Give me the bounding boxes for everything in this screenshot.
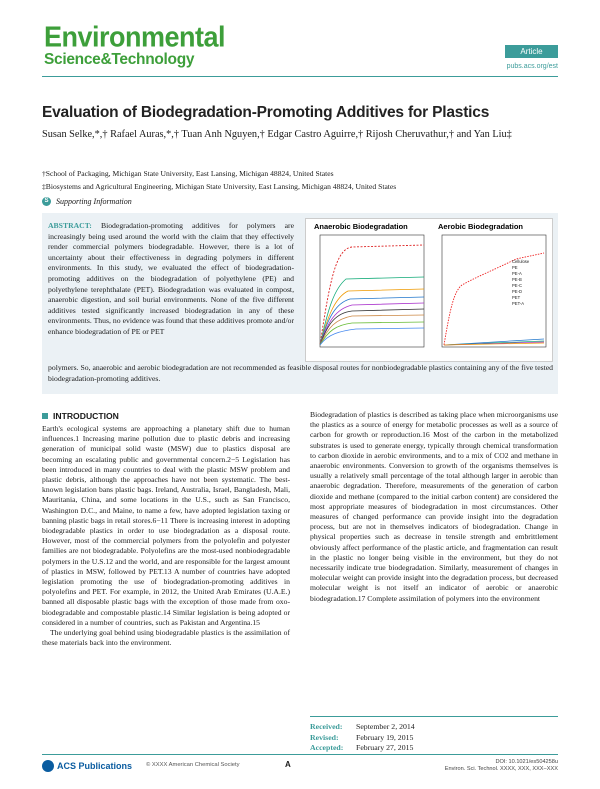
citation: Environ. Sci. Technol. XXXX, XXX, XXX−XXX (444, 766, 558, 772)
received-date: September 2, 2014 (356, 722, 415, 731)
publication-dates (310, 722, 558, 754)
section-marker-icon (42, 413, 48, 419)
affiliation-2: ‡Biosystems and Agricultural Engineering, Michigan State University, East Lansing, Michigan 48824, United States (42, 182, 397, 191)
anaerobic-curve-1 (320, 277, 424, 345)
aerobic-plot-area (442, 235, 546, 347)
legend-item: PE-C (512, 283, 523, 288)
supporting-info-label: Supporting Information (56, 197, 132, 206)
toc-graphic (305, 218, 553, 362)
journal-logo: Environmental (44, 21, 226, 53)
legend-item: PE (512, 265, 518, 270)
revised-label: Revised: (310, 732, 339, 742)
affiliation-1: †School of Packaging, Michigan State University, East Lansing, Michigan 48824, United States (42, 169, 334, 178)
anaerobic-curve-cellulose (320, 245, 424, 345)
acs-publications-label: ACS Publications (57, 761, 133, 771)
abstract-label: ABSTRACT: (48, 221, 92, 230)
article-title: Evaluation of Biodegradation-Promoting Additives for Plastics (42, 104, 490, 121)
intro-paragraph-3: Biodegradation of plastics is described as taking place when microorganisms use the plastics as a source of energy for metabolic processes as well as a source of carbon for growth or reproduction.16 Most of the carbon in the metabolized substrates is used to generate energy, typically through chemical transformation to carbon dioxide in aerobic environments, and to a mix of CO2 and methane in anaerobic environments. Conversion to growth of the organisms themselves is usually a relatively small percentage of the total although larger in aerobic than anaerobic degradation. Therefore, measurements of the generation of carbon dioxide and methane (compared to the initial carbon content) are considered the most appropriate measures of biodegradation in most circumstances. Other measures of changed performance can provide insight into the degradation process, but are not in themselves indicators of biodegradation. Change in physical properties such as decrease in tensile strength and embrittlement obviously affect performance of the plastic article, and fragmentation can result in the plastic no longer being visible in the environment, but they do not necessarily indicate true biodegradation. Similarly, measurement of changes in molecular weight can provide insight into the degradation process, but decreased molecular weight is not itself an indicator of aerobic or anaerobic biodegradation.17 Complete assimilation of polymers into the environment (310, 410, 558, 603)
anaerobic-curve-6 (320, 315, 424, 345)
article-type-badge: Article (505, 45, 558, 58)
abstract-body: Biodegradation-promoting additives for polymers are increasingly being used around the world with the claim that they effectively render commercial polymers biodegradable. However, there is a lot of uncertainty about their effectiveness in degrading polymers in different environments. In this study, we evaluated the effect of biodegradation-promoting additives on the biodegradation of polyethylene (PE) and polyethylene terephthalate (PET). Biodegradation was evaluated in compost, anaerobic digestion, and soil burial environments. None of the five different additives tested significantly increased biodegradation in any of these environments. Thus, no evidence was found that these additives promote and/or enhance biodegradation of PE or PET (48, 221, 294, 336)
copyright-notice: © XXXX American Chemical Society (146, 762, 240, 768)
anaerobic-title: Anaerobic Biodegradation (314, 222, 408, 231)
right-column (310, 410, 558, 604)
supporting-info-icon: S (42, 197, 51, 206)
supporting-information-link[interactable] (42, 197, 132, 206)
left-column (42, 424, 290, 648)
anaerobic-curve-8 (320, 328, 424, 345)
journal-url-link[interactable]: pubs.acs.org/est (506, 63, 558, 70)
toc-graphic-svg (306, 219, 552, 361)
legend-item: Cellulose (512, 259, 530, 264)
accepted-date: February 27, 2015 (356, 743, 414, 753)
legend-item: PE-D (512, 289, 523, 294)
legend-item: PET (512, 295, 521, 300)
introduction-heading (42, 411, 119, 421)
journal-logo-subtitle: Science&Technology (44, 51, 195, 68)
legend-item: PE-B (512, 277, 522, 282)
abstract-text (48, 221, 294, 338)
page-number: A (285, 760, 291, 769)
aerobic-curve-cellulose (444, 253, 544, 345)
legend-item: PE-A (512, 271, 522, 276)
acs-logo-icon (42, 760, 54, 772)
footer-divider (42, 754, 558, 755)
intro-paragraph-2: The underlying goal behind using biodegradable plastics is the assimilation of these materials back into the environment. (42, 628, 290, 648)
aerobic-title: Aerobic Biodegradation (438, 222, 524, 231)
introduction-heading-text: INTRODUCTION (53, 411, 119, 421)
legend-item: PET-A (512, 301, 525, 306)
accepted-label: Accepted: (310, 743, 344, 753)
dates-divider (310, 716, 558, 717)
revised-date: February 19, 2015 (356, 732, 414, 742)
acs-publications-logo[interactable] (42, 760, 132, 772)
doi[interactable]: DOI: 10.1021/es504258u (495, 759, 558, 765)
intro-paragraph-1: Earth's ecological systems are approaching a planetary shift due to human influences.1 Increasing marine pollution due to plastic debris and increasing generation of municipal solid waste (MSW) due to plastics disposal are becoming an escalating public and governmental concern.2−5 Legislation has been introduced in many countries to deal with the plastic MSW problem and plastic debris, although the approaches have not been systematic. The best-known legislation bans plastic bags. Ireland, Australia, Israel, Bangladesh, Mali, Mauritania, China, and some locations in the U.S., such as San Francisco, Washington D.C., and Maine, to name a few, have adopted legislation taxing or banning plastic bags in retail stores.6−11 There is increasing interest in adopting biodegradable plastics in order to use biodegradation as a disposal route. However, most of the commercial polymers from the polyolefin and polyester families are not biodegradable. Polyolefins are the most-used nonbiodegradable polymers in the U.S.12 and the world, and are responsible for the largest amount of plastics in MSW, followed by PET.13 A number of countries have adopted legislation promoting the use of biodegradation-promoting additives in polyolefins and PET. For example, in 2012, the United Arab Emirates (U.A.E.) banned all disposable plastic bags with the exception of those made from oxo-biodegradable and compostable plastic.14 Similar legislation is being adopted or considered in a number of countries, such as Pakistan and Argentina.15 (42, 424, 290, 627)
abstract-tail: polymers. So, anaerobic and aerobic biodegradation are not recommended as feasible disposal routes for nonbiodegradable plastics containing any of the five tested biodegradation-promoting additives. (48, 363, 553, 383)
header-divider (42, 76, 558, 77)
received-label: Received: (310, 722, 343, 731)
author-list: Susan Selke,*,† Rafael Auras,*,† Tuan Anh Nguyen,† Edgar Castro Aguirre,† Rijosh Cheruvathur,† and Yan Liu‡ (42, 129, 512, 140)
doi-citation (445, 759, 558, 773)
anaerobic-plot-area (320, 235, 424, 347)
